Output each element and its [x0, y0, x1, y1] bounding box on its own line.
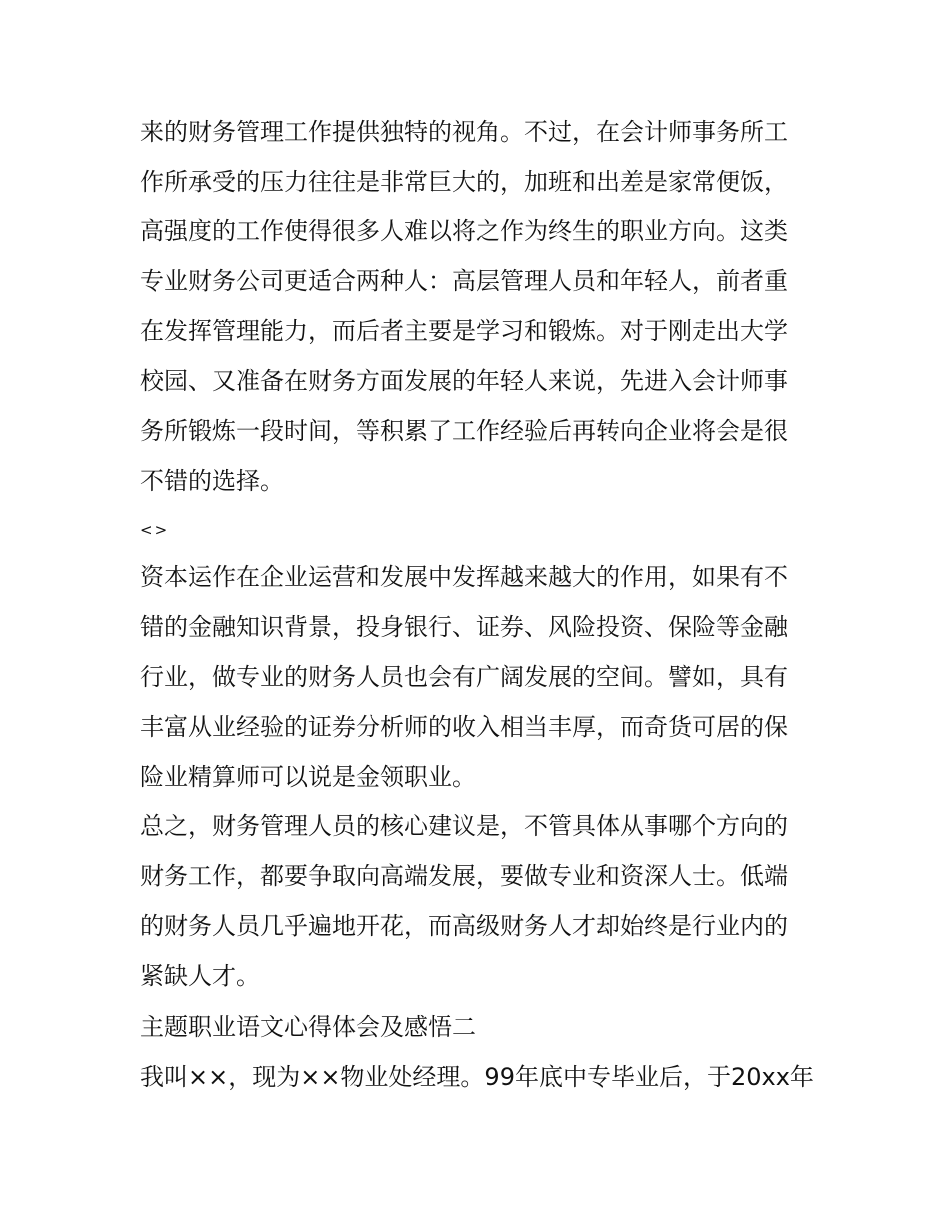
text-line: 我叫××，现为××物业处经理。99年底中专毕业后，于20xx年 — [140, 1063, 814, 1091]
text-line: 的财务人员几乎遍地开花，而高级财务人才却始终是行业内的 — [140, 912, 788, 940]
text-line: 财务工作，都要争取向高端发展，要做专业和资深人士。低端 — [140, 862, 788, 890]
text-line: 险业精算师可以说是金领职业。 — [140, 763, 476, 791]
text-line: 高强度的工作使得很多人难以将之作为终生的职业方向。这类 — [140, 217, 788, 245]
text-line: <> — [140, 521, 170, 539]
text-line: 专业财务公司更适合两种人：高层管理人员和年轻人，前者重 — [140, 267, 788, 295]
text-line: 校园、又准备在财务方面发展的年轻人来说，先进入会计师事 — [140, 367, 788, 395]
text-line: 错的金融知识背景，投身银行、证券、风险投资、保险等金融 — [140, 613, 788, 641]
text-line: 务所锻炼一段时间，等积累了工作经验后再转向企业将会是很 — [140, 417, 788, 445]
text-line: 在发挥管理能力，而后者主要是学习和锻炼。对于刚走出大学 — [140, 317, 788, 345]
text-line: 作所承受的压力往往是非常巨大的，加班和出差是家常便饭， — [140, 168, 788, 196]
text-line: 资本运作在企业运营和发展中发挥越来越大的作用，如果有不 — [140, 563, 788, 591]
heading: 主题职业语文心得体会及感悟二 — [140, 1013, 476, 1041]
text-line: 不错的选择。 — [140, 467, 284, 495]
text-line: 来的财务管理工作提供独特的视角。不过，在会计师事务所工 — [140, 118, 788, 146]
text-line: 总之，财务管理人员的核心建议是，不管具体从事哪个方向的 — [140, 812, 788, 840]
text-line: 行业，做专业的财务人员也会有广阔发展的空间。譬如，具有 — [140, 663, 788, 691]
text-line: 紧缺人才。 — [140, 962, 260, 990]
text-line: 丰富从业经验的证券分析师的收入相当丰厚，而奇货可居的保 — [140, 713, 788, 741]
